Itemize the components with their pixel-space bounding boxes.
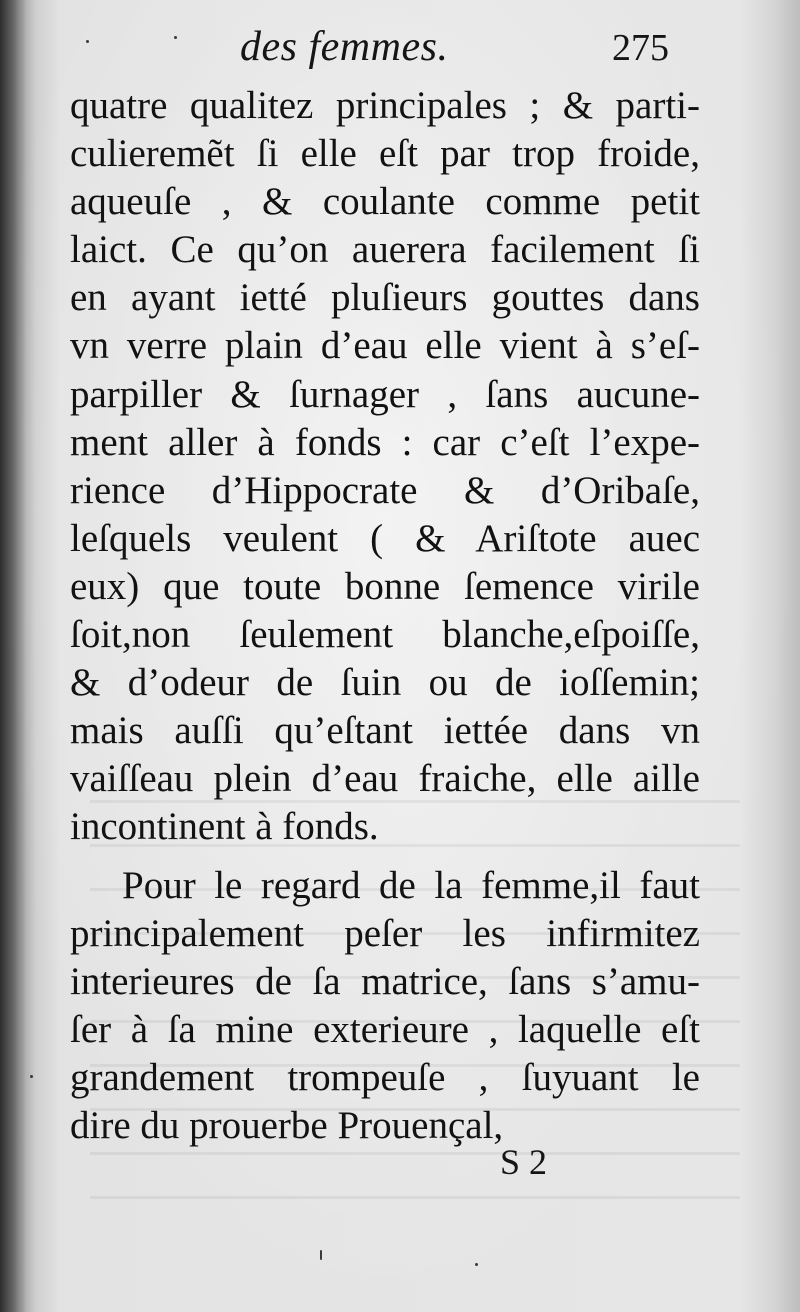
text-line: quatre qualitez principales ; & parti- <box>70 84 700 127</box>
text-line: eux) que toute bonne ſemence virile <box>70 564 700 608</box>
ink-speck <box>320 1250 322 1260</box>
text-line: rience d’Hippocrate & d’Oribaſe, <box>70 468 700 512</box>
text-line: grandement trompeuſe , ſuyuant le <box>70 1055 700 1099</box>
body-text <box>70 82 700 1150</box>
text-line: parpiller & ſurnager , ſans aucune- <box>70 372 700 416</box>
page-header <box>0 14 800 74</box>
text-line: principalement peſer les infirmitez <box>70 911 700 955</box>
text-line: vaiſſeau plein d’eau fraiche, elle aille <box>70 757 700 801</box>
text-line: Pour le regard de la femme,il faut <box>122 863 700 907</box>
text-line: vn verre plain d’eau elle vient à s’eſ- <box>70 324 700 368</box>
text-line: ſoit,non ſeulement blanche,eſpoiſſe, <box>70 613 700 657</box>
text-line: ſer à ſa mine exterieure , laquelle eſt <box>70 1007 700 1051</box>
paragraph-gap <box>70 852 700 862</box>
ink-speck <box>174 36 177 39</box>
gutter-shadow <box>0 0 26 1312</box>
text-line: aqueuſe , & coulante comme petit <box>70 180 700 224</box>
ink-speck <box>30 1075 33 1078</box>
text-line: & d’odeur de ſuin ou de ioſſemin; <box>70 661 700 705</box>
running-title: des femmes. <box>240 24 449 70</box>
ink-speck <box>475 1263 478 1266</box>
page-number: 275 <box>612 27 669 69</box>
text-line: ment aller à fonds : car c’eſt l’expe- <box>70 420 700 464</box>
signature-mark: S 2 <box>500 1142 548 1182</box>
text-line: en ayant ietté pluſieurs gouttes dans <box>70 276 700 320</box>
ink-speck <box>86 40 89 43</box>
text-line: laict. Ce qu’on auerera facilement ſi <box>70 228 700 272</box>
text-line: leſquels veulent ( & Ariſtote auec <box>70 516 700 560</box>
text-line: mais auſſi qu’eſtant iettée dans vn <box>70 709 700 753</box>
text-line: incontinent à fonds. <box>70 805 379 849</box>
text-line: culieremẽt ſi elle eſt par trop froide, <box>70 132 700 176</box>
text-line: interieures de ſa matrice, ſans s’amu- <box>70 959 700 1003</box>
text-line: dire du prouerbe Prouençal, <box>70 1103 504 1147</box>
